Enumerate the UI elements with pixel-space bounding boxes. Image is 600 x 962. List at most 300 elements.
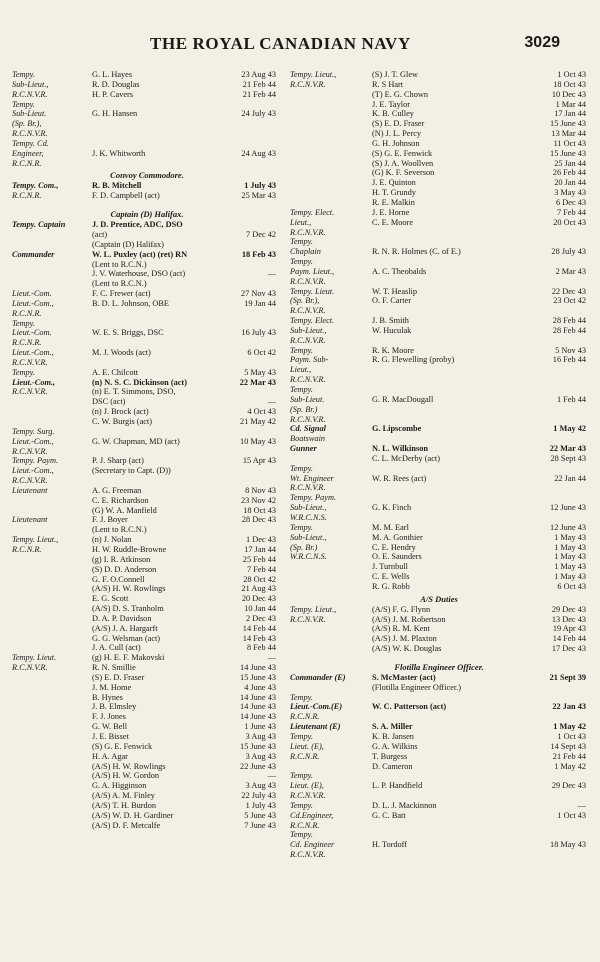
roster-line xyxy=(290,572,588,582)
roster-line xyxy=(12,771,282,781)
officer-name: R. G. Flewelling (proby) xyxy=(372,355,455,365)
roster-line xyxy=(12,486,282,496)
roster-line xyxy=(290,188,588,198)
officer-name: (A/S) D. S. Tranholm xyxy=(92,604,164,614)
rank-label: Lieut.-Com., xyxy=(12,377,56,387)
officer-name: (S) J. T. Glew xyxy=(372,70,419,79)
seniority-date: 2 Dec 43 xyxy=(246,613,276,623)
seniority-date: 6 Oct 42 xyxy=(247,348,276,358)
roster-line xyxy=(12,614,282,624)
roster-line xyxy=(12,109,282,119)
officer-name: J. M. Home xyxy=(92,682,132,692)
officer-name: J. E. Bisset xyxy=(92,732,129,741)
roster-line xyxy=(12,634,282,644)
officer-name: (Captain (D) Halifax) xyxy=(92,239,164,249)
roster-line xyxy=(290,683,588,693)
roster-line xyxy=(12,279,282,289)
seniority-date: — xyxy=(577,800,586,810)
rank-label: (Sp. Br.), xyxy=(12,119,42,129)
rank-label: Lieutenant xyxy=(12,485,48,495)
roster-line xyxy=(290,791,588,801)
officer-name: G. H. Johnson xyxy=(372,138,420,148)
roster-line xyxy=(290,781,588,791)
seniority-date: 19 Jan 44 xyxy=(244,298,276,308)
roster-line xyxy=(290,149,588,159)
rank-label: Tempy. xyxy=(290,237,313,247)
rank-label: Lieut.-Com. xyxy=(12,328,52,338)
seniority-date: 4 Oct 43 xyxy=(247,407,276,417)
seniority-date: — xyxy=(267,653,276,663)
seniority-date: 14 June 43 xyxy=(240,702,276,712)
roster-line xyxy=(12,496,282,506)
roster-line xyxy=(12,811,282,821)
roster-line xyxy=(290,257,588,267)
roster-line xyxy=(290,80,588,90)
officer-name: (A/S) H. W. Gordon xyxy=(92,771,160,781)
rank-label: Tempy. xyxy=(290,522,313,532)
officer-name: (A/S) H. W. Rowlings xyxy=(92,584,166,594)
officer-name: J. A. Cull (act) xyxy=(92,643,141,653)
roster-line xyxy=(290,70,588,80)
roster-line xyxy=(290,503,588,513)
officer-name: G. H. Hansen xyxy=(92,109,138,119)
officer-name: (Lent to R.C.N.) xyxy=(92,279,147,289)
officer-name: J. K. Whitworth xyxy=(92,148,146,158)
roster-line xyxy=(290,316,588,326)
officer-name: (S) G. E. Fenwick xyxy=(92,741,153,751)
roster-line xyxy=(290,405,588,415)
section-heading: Captain (D) Halifax. xyxy=(110,209,184,220)
roster-line xyxy=(290,129,588,139)
roster-line xyxy=(290,712,588,722)
officer-name: (Lent to R.C.N.) xyxy=(92,525,147,535)
roster-line xyxy=(290,444,588,454)
seniority-date: 23 Nov 42 xyxy=(240,495,276,505)
rank-label: Tempy. Elect. xyxy=(290,316,335,326)
roster-line xyxy=(12,427,282,437)
seniority-date: 7 Feb 44 xyxy=(246,564,276,574)
seniority-date: 28 Dec 43 xyxy=(241,515,276,525)
officer-name: D. Cameron xyxy=(372,761,413,771)
roster-line xyxy=(290,375,588,385)
right-column xyxy=(290,70,588,860)
rank-label: R.C.N.V.R. xyxy=(12,446,48,456)
officer-name: (A/S) J. M. Plaxton xyxy=(372,634,437,644)
rank-label: R.C.N.V.R. xyxy=(290,79,326,89)
roster-line xyxy=(290,168,588,178)
seniority-date: 14 Feb 44 xyxy=(242,623,276,633)
roster-line xyxy=(290,247,588,257)
rank-label: (Sp. Br.), xyxy=(290,296,320,306)
officer-name: T. Burgess xyxy=(372,751,408,761)
seniority-date: 11 Oct 43 xyxy=(553,138,586,148)
officer-name: (G) W. A. Manfield xyxy=(92,505,157,515)
rank-label: R.C.N.V.R. xyxy=(12,387,48,397)
rank-label: Sub-Lieut. xyxy=(290,394,325,404)
rank-label: Tempy. Paym. xyxy=(290,493,337,503)
seniority-date: 1 May 43 xyxy=(554,542,586,552)
seniority-date: 29 Dec 43 xyxy=(551,604,586,614)
rank-label: R.C.N.V.R. xyxy=(290,791,326,801)
rank-label: Sub-Lieut., xyxy=(290,325,327,335)
seniority-date: 8 Feb 44 xyxy=(246,643,276,653)
seniority-date: 3 Aug 43 xyxy=(245,781,276,791)
seniority-date: 28 Feb 44 xyxy=(552,316,586,326)
officer-name: C. E. Moore xyxy=(372,217,414,227)
officer-name: (A/S) J. M. Robertson xyxy=(372,614,446,624)
rank-label: Lieut.-Com., xyxy=(12,466,54,476)
roster-line xyxy=(12,624,282,634)
officer-name: F. J. Boyer xyxy=(92,515,128,525)
roster-line xyxy=(12,565,282,575)
roster-line xyxy=(290,615,588,625)
roster-line xyxy=(290,434,588,444)
roster-line xyxy=(12,575,282,585)
rank-label: R.C.N.V.R. xyxy=(290,850,326,860)
roster-line xyxy=(290,208,588,218)
roster-line xyxy=(12,119,282,129)
seniority-date: 1 July 43 xyxy=(244,181,276,191)
roster-line xyxy=(290,722,588,732)
officer-name: G. R. MacDougall xyxy=(372,394,434,404)
officer-name: (n) J. Nolan xyxy=(92,535,132,545)
roster-line xyxy=(290,830,588,840)
officer-name: A. G. Freeman xyxy=(92,485,142,495)
seniority-date: 22 Jan 43 xyxy=(552,702,586,712)
roster-line xyxy=(290,287,588,297)
roster-line xyxy=(12,722,282,732)
roster-line xyxy=(12,466,282,476)
seniority-date: 10 May 43 xyxy=(240,436,276,446)
officer-name: G. L. Hayes xyxy=(92,70,133,79)
officer-name: G. W. Chapman, MD (act) xyxy=(92,436,180,446)
roster-line xyxy=(12,149,282,159)
roster-line xyxy=(12,397,282,407)
seniority-date: 14 June 43 xyxy=(240,712,276,722)
roster-line xyxy=(12,447,282,457)
roster-line xyxy=(290,296,588,306)
seniority-date: 1 Feb 44 xyxy=(556,394,586,404)
officer-name: J. D. Prentice, ADC, DSO xyxy=(92,220,183,230)
roster-line xyxy=(12,515,282,525)
seniority-date: 24 Aug 43 xyxy=(241,148,276,158)
roster-line xyxy=(12,762,282,772)
roster-line xyxy=(290,673,588,683)
roster-line xyxy=(290,644,588,654)
officer-name: (A/S) T. H. Burdon xyxy=(92,800,156,810)
roster-line xyxy=(12,712,282,722)
seniority-date: 25 Feb 44 xyxy=(242,554,276,564)
officer-name: (S) E. D. Fraser xyxy=(372,119,425,129)
roster-line xyxy=(12,348,282,358)
roster-line xyxy=(12,653,282,663)
roster-line xyxy=(12,545,282,555)
seniority-date: 5 May 43 xyxy=(244,367,276,377)
seniority-date: 18 Oct 43 xyxy=(553,79,586,89)
officer-name: H. W. Ruddle-Browne xyxy=(92,544,167,554)
officer-name: W. T. Heaslip xyxy=(372,286,418,296)
roster-line xyxy=(12,309,282,319)
roster-line xyxy=(290,702,588,712)
roster-line xyxy=(12,604,282,614)
roster-line xyxy=(290,771,588,781)
officer-name: F. J. Jones xyxy=(92,712,126,722)
seniority-date: 10 Jan 44 xyxy=(244,604,276,614)
rank-label: Sub-Lieut., xyxy=(290,532,327,542)
rank-label: Tempy. xyxy=(12,318,35,328)
seniority-date: 6 Dec 43 xyxy=(556,197,586,207)
officer-name: K. B. Culley xyxy=(372,109,414,119)
rank-label: Tempy. xyxy=(290,692,313,702)
seniority-date: 1 May 43 xyxy=(554,532,586,542)
officer-name: G. W. Bell xyxy=(92,722,128,732)
roster-line xyxy=(12,535,282,545)
rank-label: Lieut., xyxy=(290,217,312,227)
officer-name: (g) I. R. Atkinson xyxy=(92,554,151,564)
officer-name: R. N. R. Holmes (C. of E.) xyxy=(372,247,461,257)
rank-label: Lieut., xyxy=(290,365,312,375)
seniority-date: 16 Feb 44 xyxy=(552,355,586,365)
rank-label: R.C.N.V.R. xyxy=(12,663,48,673)
officer-name: G. A. Higginson xyxy=(92,781,147,791)
officer-name: (n) J. Brock (act) xyxy=(92,407,149,417)
rank-label: W.R.C.N.S. xyxy=(290,512,327,522)
roster-line xyxy=(290,306,588,316)
seniority-date: 28 Sept 43 xyxy=(550,453,586,463)
rank-label: Tempy. xyxy=(290,345,313,355)
rank-label: R.C.N.V.R. xyxy=(12,89,48,99)
seniority-date: 16 July 43 xyxy=(241,328,276,338)
roster-line xyxy=(290,732,588,742)
rank-label: R.C.N.V.R. xyxy=(290,414,326,424)
roster-line xyxy=(12,525,282,535)
seniority-date: 29 Dec 43 xyxy=(551,781,586,791)
seniority-date: 21 Feb 44 xyxy=(552,751,586,761)
officer-name: P. J. Sharp (act) xyxy=(92,456,144,466)
seniority-date: 1 May 43 xyxy=(554,572,586,582)
rank-label: Boatswain xyxy=(290,434,326,444)
roster-line xyxy=(12,476,282,486)
seniority-date: 28 Oct 42 xyxy=(243,574,276,584)
officer-name: J. E. Taylor xyxy=(372,99,410,109)
officer-name: G. C. Batt xyxy=(372,810,406,820)
officer-name: G. A. Wilkins xyxy=(372,741,418,751)
officer-name: (S) G. E. Fenwick xyxy=(372,148,433,158)
rank-label: Tempy. Com., xyxy=(12,181,59,191)
roster-line xyxy=(290,840,588,850)
roster-line xyxy=(290,483,588,493)
seniority-date: 1 May 42 xyxy=(553,424,586,434)
rank-label: Wt. Engineer xyxy=(290,473,334,483)
page-title: THE ROYAL CANADIAN NAVY xyxy=(150,34,411,53)
seniority-date: 21 Sept 39 xyxy=(549,672,586,682)
officer-name: (Secretary to Capt. (D)) xyxy=(92,466,171,476)
seniority-date: 15 June 43 xyxy=(550,148,586,158)
seniority-date: 7 June 43 xyxy=(244,820,276,830)
roster-line xyxy=(290,424,588,434)
roster-line xyxy=(12,437,282,447)
officer-name: J. B. Elmsley xyxy=(92,702,137,712)
roster-line xyxy=(12,732,282,742)
officer-name: W. R. Rees (act) xyxy=(372,473,427,483)
officer-name: J. Turnbull xyxy=(372,562,408,572)
roster-line xyxy=(12,220,282,230)
seniority-date: 14 Feb 43 xyxy=(242,633,276,643)
seniority-date: 5 June 43 xyxy=(244,810,276,820)
rank-label: Commander (E) xyxy=(290,672,346,682)
seniority-date: 28 July 43 xyxy=(551,247,586,257)
seniority-date: 15 Apr 43 xyxy=(242,456,276,466)
roster-line xyxy=(290,821,588,831)
roster-line xyxy=(290,605,588,615)
rank-label: Tempy. xyxy=(12,70,35,79)
rank-label: Tempy. xyxy=(290,771,313,781)
officer-name: H. A. Agar xyxy=(92,751,128,761)
rank-label: (Sp. Br.) xyxy=(290,542,318,552)
officer-name: L. P. Handfield xyxy=(372,781,423,791)
rank-label: Tempy. xyxy=(290,463,313,473)
officer-name: G. K. Finch xyxy=(372,503,412,513)
roster-line xyxy=(12,80,282,90)
seniority-date: 4 June 43 xyxy=(244,682,276,692)
seniority-date: 22 Mar 43 xyxy=(239,377,276,387)
officer-name: A. C. Theobalds xyxy=(372,266,427,276)
roster-line xyxy=(290,90,588,100)
rank-label: R.C.N.R. xyxy=(12,338,42,348)
roster-line xyxy=(290,326,588,336)
rank-label: R.C.N.R. xyxy=(12,191,42,201)
seniority-date: 21 Aug 43 xyxy=(241,584,276,594)
officer-name: H. P. Cavers xyxy=(92,89,134,99)
roster-line xyxy=(12,378,282,388)
seniority-date: 23 Oct 42 xyxy=(553,296,586,306)
rank-label: Cd. Signal xyxy=(290,424,326,434)
roster-line xyxy=(290,474,588,484)
officer-name: R. N. Smillie xyxy=(92,663,136,673)
roster-line xyxy=(290,742,588,752)
roster-line xyxy=(12,683,282,693)
rank-label: Lieut. (E), xyxy=(290,741,324,751)
seniority-date: 3 Aug 43 xyxy=(245,732,276,741)
rank-label: R.C.N.V.R. xyxy=(290,227,326,237)
seniority-date: 2 Mar 43 xyxy=(555,266,586,276)
roster-line xyxy=(290,543,588,553)
rank-label: Tempy. Lieut., xyxy=(290,70,337,79)
roster-line xyxy=(290,385,588,395)
seniority-date: 17 Jan 44 xyxy=(554,109,586,119)
officer-name: G. F. O.Connell xyxy=(92,574,145,584)
roster-line xyxy=(12,791,282,801)
roster-line xyxy=(290,365,588,375)
section-heading: A/S Duties xyxy=(420,593,458,604)
roster-line xyxy=(290,218,588,228)
officer-name: (A/S) W. D. H. Gardiner xyxy=(92,810,174,820)
roster-line xyxy=(12,663,282,673)
rank-label: Sub-Lieut. xyxy=(12,109,47,119)
seniority-date: 21 Feb 44 xyxy=(242,79,276,89)
seniority-date: 15 June 43 xyxy=(240,741,276,751)
roster-line xyxy=(12,260,282,270)
rank-label: (Sp. Br.) xyxy=(290,404,318,414)
roster-line xyxy=(290,277,588,287)
officer-name: (n) N. S. C. Dickinson (act) xyxy=(92,377,187,387)
officer-name: S. McMaster (act) xyxy=(372,672,436,682)
seniority-date: 13 Dec 43 xyxy=(551,614,586,624)
rank-label: Tempy. xyxy=(290,830,313,840)
rank-label: Tempy. Paym. xyxy=(12,456,59,466)
rank-label: Commander xyxy=(12,249,55,259)
roster-line xyxy=(12,299,282,309)
roster-line xyxy=(12,129,282,139)
seniority-date: 21 May 42 xyxy=(240,417,276,426)
officer-name: (S) E. D. Fraser xyxy=(92,672,145,682)
roster-line xyxy=(12,781,282,791)
officer-name: M. M. Earl xyxy=(372,522,409,532)
section-heading: Convoy Commodore. xyxy=(110,170,184,181)
officer-name: (A/S) R. M. Kent xyxy=(372,624,430,634)
seniority-date: 24 July 43 xyxy=(241,109,276,119)
roster-line xyxy=(290,336,588,346)
officer-name: R. G. Robb xyxy=(372,581,410,591)
officer-name: DSC (act) xyxy=(92,397,126,407)
rank-label: Tempy. Lieut. xyxy=(12,653,57,663)
seniority-date: 27 Nov 43 xyxy=(240,289,276,299)
officer-name: G. G. Welsman (act) xyxy=(92,633,161,643)
rank-label: Tempy. Surg. xyxy=(12,426,55,436)
seniority-date: 22 July 43 xyxy=(241,791,276,801)
seniority-date: 18 Oct 43 xyxy=(243,505,276,515)
officer-name: W. E. S. Briggs, DSC xyxy=(92,328,164,338)
officer-name: B. Hynes xyxy=(92,692,123,702)
roster-line xyxy=(290,513,588,523)
roster-line xyxy=(290,533,588,543)
rank-label: Tempy. Cd. xyxy=(12,138,49,148)
seniority-date: 1 July 43 xyxy=(245,800,276,810)
roster-line xyxy=(290,267,588,277)
roster-line xyxy=(12,70,282,80)
officer-name: (g) H. E. F. Makovski xyxy=(92,653,165,663)
roster-line xyxy=(290,634,588,644)
officer-name: (act) xyxy=(92,229,108,239)
officer-name: R. B. Mitchell xyxy=(92,181,142,191)
seniority-date: 5 Nov 43 xyxy=(555,345,586,355)
roster-line xyxy=(12,584,282,594)
roster-line xyxy=(12,643,282,653)
officer-name: (S) D. D. Anderson xyxy=(92,564,157,574)
roster-line xyxy=(12,801,282,811)
roster-line xyxy=(290,624,588,634)
rank-label: R.C.N.R. xyxy=(290,712,320,722)
officer-name: H. T. Grundy xyxy=(372,188,416,198)
seniority-date: 6 Oct 43 xyxy=(557,581,586,591)
seniority-date: 22 June 43 xyxy=(240,761,276,771)
officer-name: C. W. Burgis (act) xyxy=(92,417,152,426)
rank-label: Lieut.-Com., xyxy=(12,298,54,308)
officer-name: (S) J. A. Woollven xyxy=(372,158,434,168)
seniority-date: 1 May 43 xyxy=(554,552,586,562)
rank-label: R.C.N.V.R. xyxy=(290,483,326,493)
rank-label: Tempy. xyxy=(290,385,313,394)
roster-line xyxy=(12,269,282,279)
roster-line xyxy=(12,240,282,250)
rank-label: Paym. Lieut., xyxy=(290,266,335,276)
rank-label: R.C.N.V.R. xyxy=(12,129,48,139)
roster-line xyxy=(290,493,588,503)
roster-line xyxy=(290,464,588,474)
roster-line xyxy=(290,355,588,365)
seniority-date: 3 May 43 xyxy=(554,188,586,198)
officer-name: (A/S) F. G. Flynn xyxy=(372,604,431,614)
